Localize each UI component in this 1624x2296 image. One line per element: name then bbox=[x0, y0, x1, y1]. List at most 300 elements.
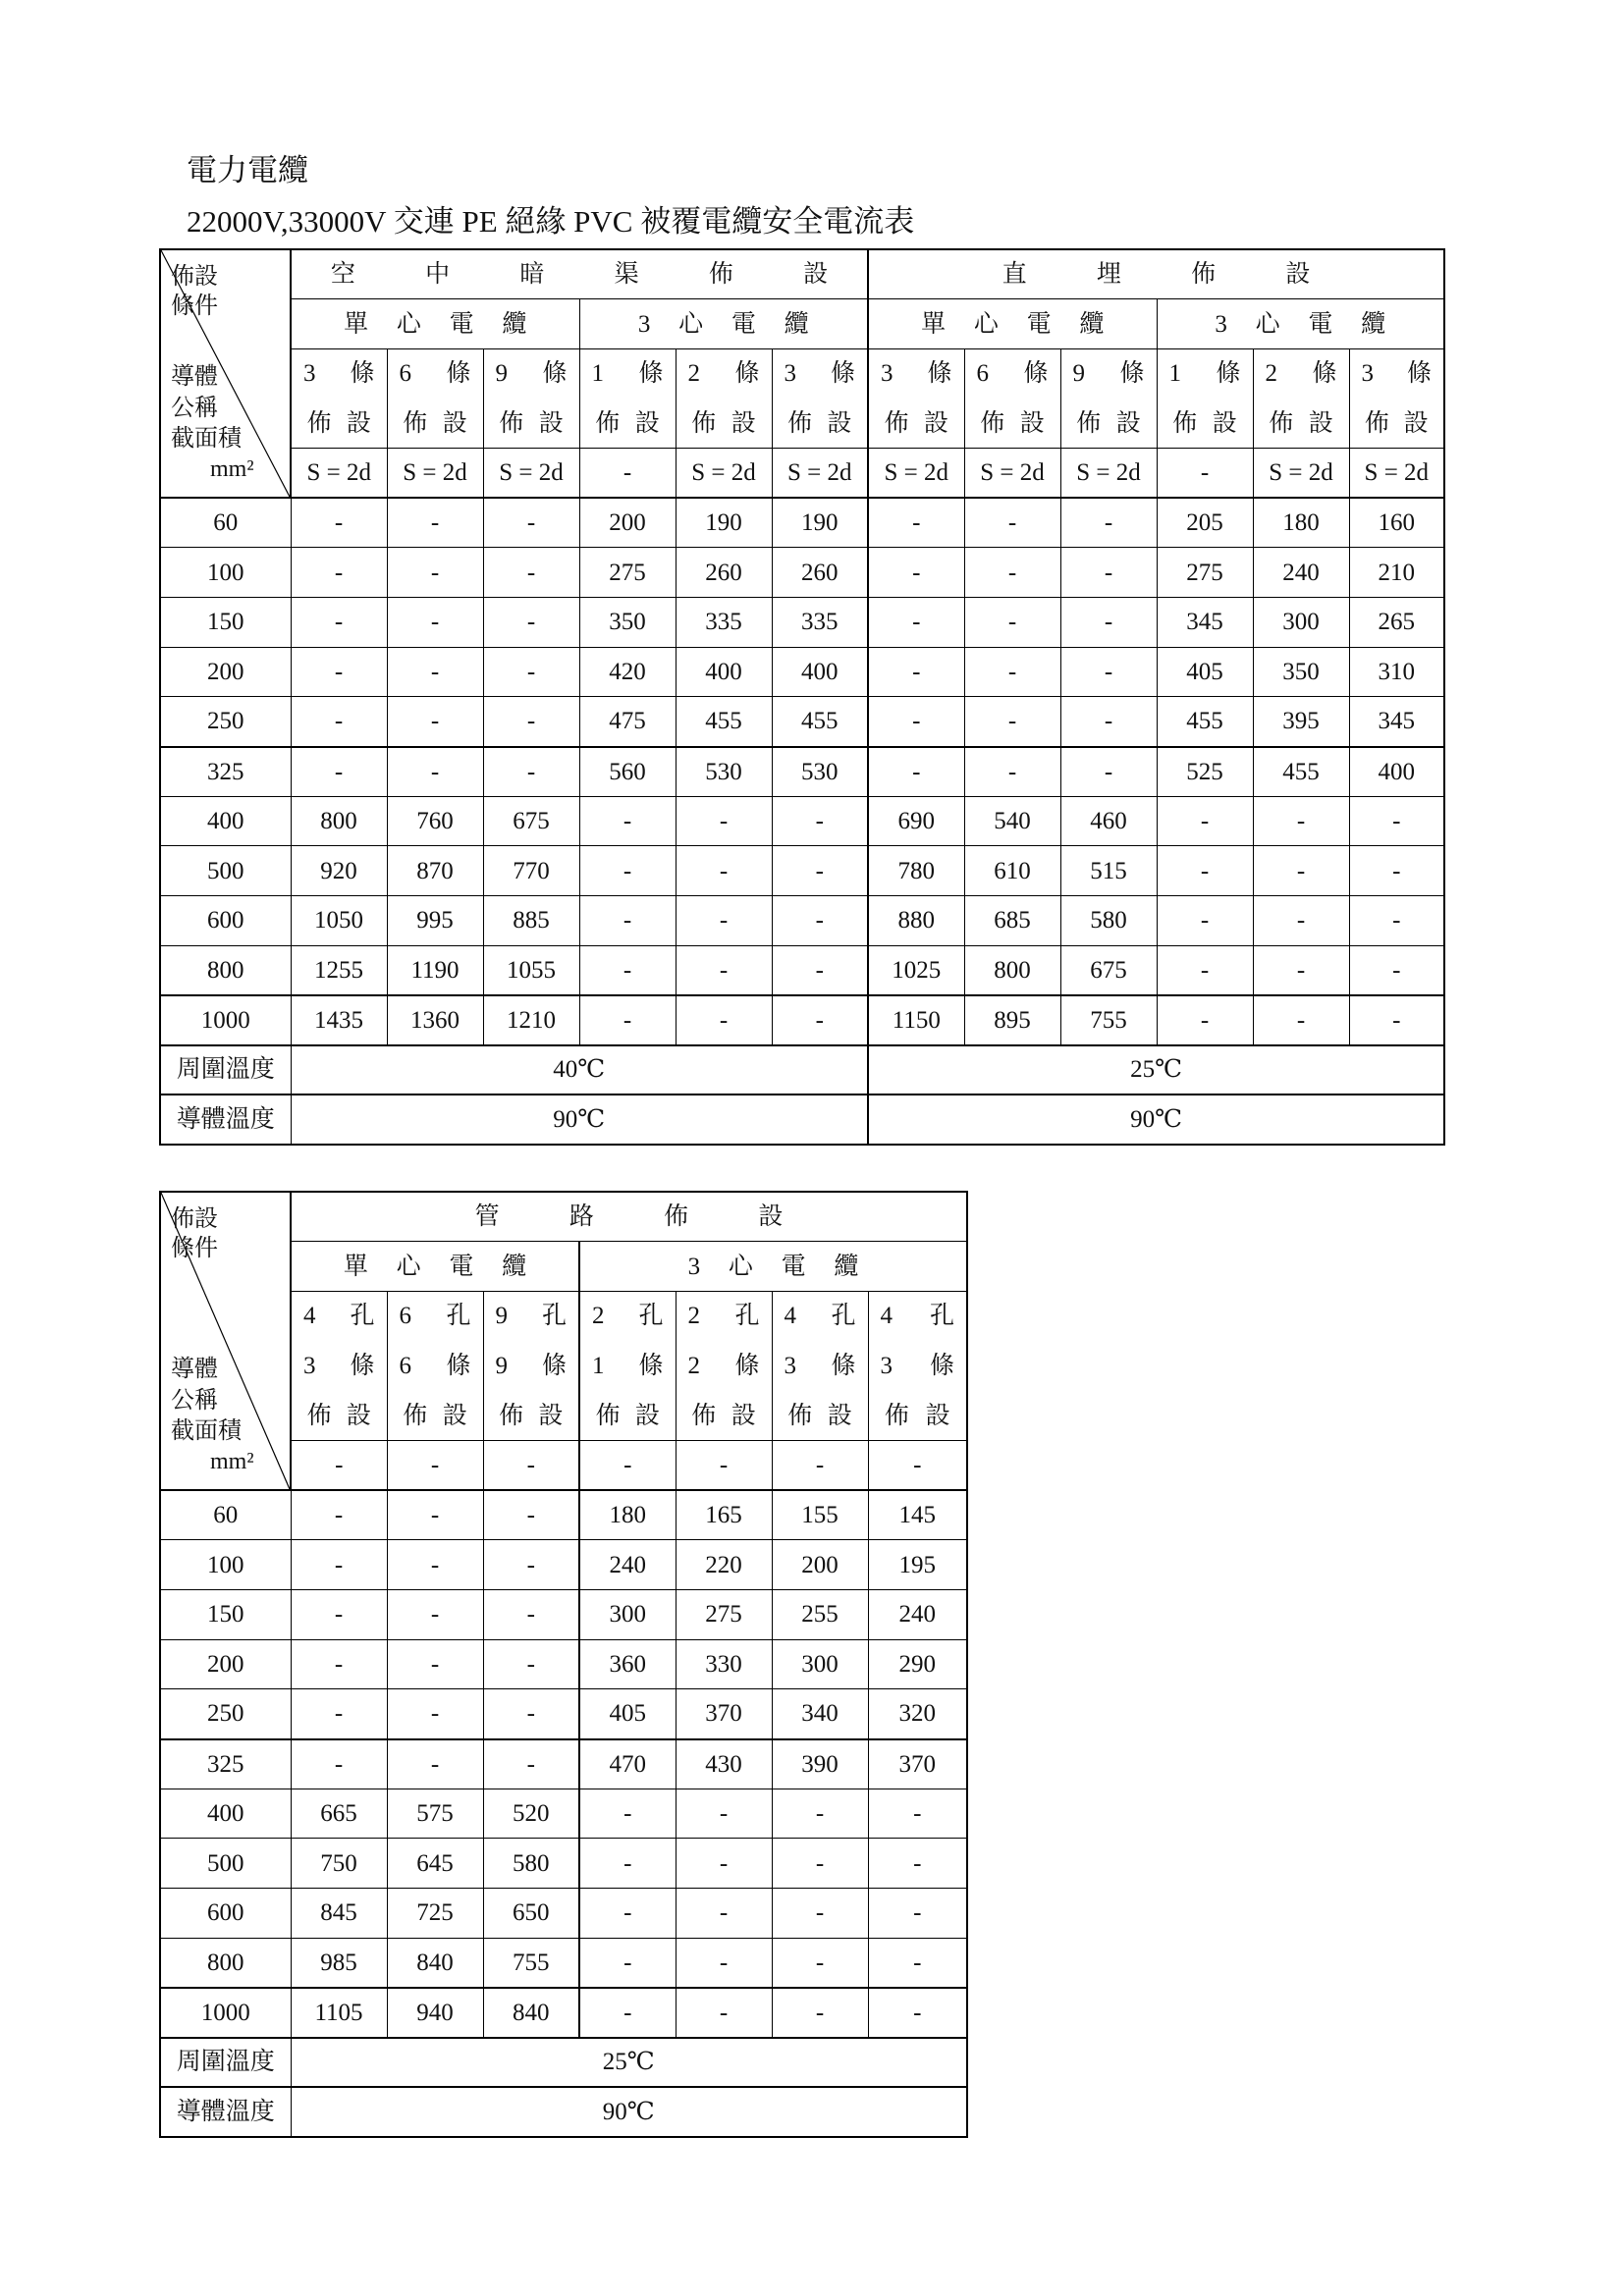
kong-label: 孔 bbox=[541, 1302, 567, 1329]
header-row-cable-type bbox=[160, 299, 1444, 349]
ampacity-value: 665 bbox=[291, 1789, 387, 1839]
hole-count-line bbox=[677, 1304, 772, 1328]
ampacity-value: 525 bbox=[1157, 747, 1253, 797]
ampacity-value: - bbox=[387, 498, 483, 548]
ampacity-value: 455 bbox=[1157, 697, 1253, 747]
spaced-char: 佈 bbox=[884, 409, 909, 437]
cable-count: 3 bbox=[784, 1352, 796, 1379]
ambient-temp-label: 周圍溫度 bbox=[160, 1045, 291, 1095]
bushe-line bbox=[388, 411, 483, 436]
cable-count-header bbox=[964, 348, 1060, 448]
ampacity-value: 1210 bbox=[483, 995, 579, 1045]
ampacity-value: - bbox=[483, 1490, 579, 1540]
ampacity-value: 755 bbox=[1060, 995, 1157, 1045]
cable-type-header bbox=[1157, 299, 1444, 349]
tiao-label: 條 bbox=[542, 359, 568, 387]
tiao-label: 條 bbox=[446, 1352, 471, 1379]
ampacity-value: 275 bbox=[1157, 548, 1253, 598]
table-row bbox=[160, 1988, 967, 2038]
spaced-char: 設 bbox=[442, 409, 467, 437]
conductor-size: 600 bbox=[160, 896, 291, 946]
table-row bbox=[160, 1889, 967, 1939]
spacing-cell: - bbox=[483, 1440, 579, 1490]
spaced-char: 設 bbox=[925, 1402, 950, 1429]
ampacity-value: 515 bbox=[1060, 846, 1157, 896]
ampacity-value: 190 bbox=[772, 498, 868, 548]
cable-count: 3 bbox=[303, 1352, 316, 1379]
ampacity-value: 1190 bbox=[387, 945, 483, 995]
cable-count-header bbox=[772, 348, 868, 448]
ampacity-value: - bbox=[1060, 697, 1157, 747]
cable-count: 3 bbox=[881, 359, 893, 387]
hole-count: 4 bbox=[303, 1302, 316, 1329]
conductor-size: 60 bbox=[160, 498, 291, 548]
ampacity-value: 310 bbox=[1349, 647, 1444, 697]
bushe-line bbox=[1061, 411, 1157, 436]
ampacity-value: 885 bbox=[483, 896, 579, 946]
ampacity-value: - bbox=[868, 1938, 967, 1988]
cable-type-text: 3 心 電 纜 bbox=[637, 310, 809, 338]
ampacity-value: 920 bbox=[291, 846, 387, 896]
ampacity-value: 845 bbox=[291, 1889, 387, 1939]
bushe-line bbox=[869, 1404, 967, 1428]
ampacity-value: 800 bbox=[964, 945, 1060, 995]
conduit-config-header bbox=[676, 1291, 772, 1440]
ampacity-value: - bbox=[676, 896, 772, 946]
ampacity-value: - bbox=[964, 548, 1060, 598]
ampacity-value: - bbox=[1253, 945, 1349, 995]
ambient-temp-row bbox=[160, 2038, 967, 2088]
conductor-temp-label: 導體溫度 bbox=[160, 1095, 291, 1145]
ampacity-value: 520 bbox=[483, 1789, 579, 1839]
tiao-label: 條 bbox=[446, 359, 471, 387]
ampacity-value: - bbox=[676, 1789, 772, 1839]
conductor-size: 800 bbox=[160, 1938, 291, 1988]
ampacity-value: - bbox=[676, 846, 772, 896]
ampacity-value: 275 bbox=[579, 548, 676, 598]
spacing-cell: S = 2d bbox=[387, 448, 483, 498]
ampacity-value: - bbox=[772, 1839, 868, 1889]
spaced-char: 佈 bbox=[595, 409, 621, 437]
table-row bbox=[160, 896, 1444, 946]
ampacity-value: - bbox=[291, 498, 387, 548]
tiao-label: 條 bbox=[541, 1352, 567, 1379]
cable-count-header bbox=[579, 348, 676, 448]
spacing-cell: - bbox=[1157, 448, 1253, 498]
ampacity-value: 580 bbox=[1060, 896, 1157, 946]
ampacity-value: 1360 bbox=[387, 995, 483, 1045]
ampacity-value: - bbox=[772, 1988, 868, 2038]
ampacity-value: 350 bbox=[1253, 647, 1349, 697]
tiao-label: 條 bbox=[1312, 359, 1337, 387]
tiao-label: 條 bbox=[350, 359, 375, 387]
ampacity-value: - bbox=[483, 1639, 579, 1689]
header-row-groups bbox=[160, 249, 1444, 299]
hole-count-line bbox=[869, 1304, 967, 1328]
ampacity-value: 300 bbox=[772, 1639, 868, 1689]
ampacity-value: - bbox=[291, 1589, 387, 1639]
spaced-char: 設 bbox=[827, 409, 852, 437]
group-header bbox=[868, 249, 1444, 299]
page-subtitle: 22000V,33000V 交連 PE 絕緣 PVC 被覆電纜安全電流表 bbox=[187, 204, 915, 239]
hole-count: 2 bbox=[592, 1302, 605, 1329]
hole-count-line bbox=[484, 1304, 579, 1328]
ampacity-value: - bbox=[579, 1839, 676, 1889]
cable-count: 2 bbox=[1265, 359, 1278, 387]
hole-count: 4 bbox=[880, 1302, 893, 1329]
spaced-char: 佈 bbox=[787, 409, 813, 437]
ampacity-value: - bbox=[868, 1988, 967, 2038]
ampacity-value: - bbox=[387, 1639, 483, 1689]
ampacity-value: - bbox=[676, 796, 772, 846]
ampacity-value: - bbox=[868, 647, 964, 697]
spacing-cell: - bbox=[772, 1440, 868, 1490]
ampacity-value: 300 bbox=[1253, 597, 1349, 647]
ampacity-value: 145 bbox=[868, 1490, 967, 1540]
conductor-size: 1000 bbox=[160, 1988, 291, 2038]
ampacity-value: 770 bbox=[483, 846, 579, 896]
ampacity-value: - bbox=[291, 548, 387, 598]
bushe-line bbox=[1254, 411, 1349, 436]
ampacity-value: 200 bbox=[579, 498, 676, 548]
ampacity-value: 220 bbox=[676, 1540, 772, 1590]
header-row-counts bbox=[160, 348, 1444, 448]
spacing-cell: S = 2d bbox=[964, 448, 1060, 498]
cable-count-line bbox=[677, 1354, 772, 1378]
ampacity-value: 335 bbox=[676, 597, 772, 647]
ampacity-value: - bbox=[1253, 846, 1349, 896]
ampacity-value: - bbox=[1253, 896, 1349, 946]
ampacity-value: 995 bbox=[387, 896, 483, 946]
bushe-line bbox=[677, 1404, 772, 1428]
ampacity-value: - bbox=[676, 1938, 772, 1988]
ampacity-table-conduit bbox=[159, 1191, 968, 2138]
cable-type-header bbox=[291, 1242, 579, 1292]
cross-section-label bbox=[171, 1355, 254, 1477]
spaced-char: 設 bbox=[1403, 409, 1429, 437]
ampacity-value: 725 bbox=[387, 1889, 483, 1939]
conductor-size: 600 bbox=[160, 1889, 291, 1939]
spaced-char: 設 bbox=[346, 409, 371, 437]
ampacity-value: 530 bbox=[772, 747, 868, 797]
ampacity-value: 240 bbox=[1253, 548, 1349, 598]
tiao-label: 條 bbox=[350, 1352, 375, 1379]
cable-count: 1 bbox=[592, 1352, 605, 1379]
cross-section-label bbox=[171, 362, 254, 485]
conductor-temp-value: 90℃ bbox=[868, 1095, 1444, 1145]
ampacity-value: - bbox=[291, 697, 387, 747]
ampacity-value: - bbox=[1157, 945, 1253, 995]
ambient-temp-label: 周圍溫度 bbox=[160, 2038, 291, 2088]
cross-section-text: 截面積 bbox=[171, 425, 242, 452]
ampacity-value: 405 bbox=[579, 1689, 676, 1739]
ampacity-value: - bbox=[387, 597, 483, 647]
bushe-line bbox=[484, 1404, 579, 1428]
page-title: 電力電纜 bbox=[187, 153, 308, 187]
bushe-line bbox=[484, 411, 579, 436]
table-row bbox=[160, 597, 1444, 647]
table-row bbox=[160, 548, 1444, 598]
ampacity-value: 370 bbox=[868, 1739, 967, 1789]
cable-count-header bbox=[1349, 348, 1444, 448]
ampacity-value: - bbox=[387, 548, 483, 598]
cable-count: 3 bbox=[303, 359, 316, 387]
ampacity-value: 260 bbox=[676, 548, 772, 598]
ampacity-value: - bbox=[676, 995, 772, 1045]
cable-count: 2 bbox=[687, 1352, 700, 1379]
conductor-temp-label: 導體溫度 bbox=[160, 2087, 291, 2137]
group-header-text: 空 中 暗 渠 佈 設 bbox=[330, 261, 829, 289]
ampacity-value: - bbox=[1349, 995, 1444, 1045]
spaced-char: 設 bbox=[346, 1402, 371, 1429]
ampacity-value: 455 bbox=[772, 697, 868, 747]
ampacity-value: 755 bbox=[483, 1938, 579, 1988]
spaced-char: 設 bbox=[538, 409, 564, 437]
ampacity-value: - bbox=[868, 548, 964, 598]
tiao-label: 條 bbox=[929, 1352, 954, 1379]
ampacity-value: - bbox=[291, 1490, 387, 1540]
ampacity-value: - bbox=[868, 747, 964, 797]
conductor-size: 325 bbox=[160, 1739, 291, 1789]
group-header-text: 直 埋 佈 設 bbox=[1001, 261, 1311, 289]
conductor-size: 150 bbox=[160, 1589, 291, 1639]
cable-count-line bbox=[1254, 361, 1349, 386]
cable-count-line bbox=[388, 1354, 483, 1378]
cable-type-text: 單 心 電 纜 bbox=[921, 310, 1105, 338]
ampacity-value: 400 bbox=[772, 647, 868, 697]
spacing-cell: S = 2d bbox=[483, 448, 579, 498]
cable-count: 9 bbox=[495, 1352, 508, 1379]
ampacity-value: - bbox=[1060, 548, 1157, 598]
ampacity-value: - bbox=[1060, 747, 1157, 797]
cable-count: 2 bbox=[687, 359, 700, 387]
ampacity-value: 645 bbox=[387, 1839, 483, 1889]
ampacity-value: - bbox=[387, 647, 483, 697]
ampacity-value: - bbox=[291, 1689, 387, 1739]
cable-count-line bbox=[773, 1354, 868, 1378]
conduit-config-header bbox=[579, 1291, 676, 1440]
ampacity-value: - bbox=[772, 1938, 868, 1988]
cable-count-line bbox=[580, 1354, 676, 1378]
ampacity-value: - bbox=[772, 846, 868, 896]
condition-text: 條件 bbox=[171, 1236, 218, 1261]
cable-count-line bbox=[292, 361, 387, 386]
ampacity-value: - bbox=[1060, 498, 1157, 548]
ampacity-value: 155 bbox=[772, 1490, 868, 1540]
cable-type-header bbox=[291, 299, 579, 349]
ampacity-value: - bbox=[1157, 896, 1253, 946]
layout-condition-label bbox=[171, 1204, 218, 1263]
ampacity-value: - bbox=[676, 1988, 772, 2038]
ampacity-value: 405 bbox=[1157, 647, 1253, 697]
table-row bbox=[160, 1589, 967, 1639]
ampacity-value: - bbox=[1349, 896, 1444, 946]
ampacity-value: - bbox=[387, 1739, 483, 1789]
cable-type-header bbox=[868, 299, 1157, 349]
ampacity-value: - bbox=[772, 1789, 868, 1839]
conductor-temp-value: 90℃ bbox=[291, 2087, 967, 2137]
ampacity-value: - bbox=[676, 1839, 772, 1889]
cable-count-line bbox=[484, 361, 579, 386]
ampacity-value: - bbox=[483, 747, 579, 797]
spacing-cell: S = 2d bbox=[1349, 448, 1444, 498]
cable-count-line bbox=[1350, 361, 1444, 386]
ampacity-value: 335 bbox=[772, 597, 868, 647]
hole-count-line bbox=[292, 1304, 387, 1328]
ambient-temp-value: 25℃ bbox=[291, 2038, 967, 2088]
ampacity-value: 1435 bbox=[291, 995, 387, 1045]
table-row bbox=[160, 945, 1444, 995]
ampacity-value: - bbox=[868, 1789, 967, 1839]
ampacity-value: 195 bbox=[868, 1540, 967, 1590]
conductor-size: 325 bbox=[160, 747, 291, 797]
ampacity-value: - bbox=[964, 747, 1060, 797]
spaced-char: 佈 bbox=[499, 1402, 524, 1429]
ambient-temp-value: 25℃ bbox=[868, 1045, 1444, 1095]
conductor-size: 500 bbox=[160, 846, 291, 896]
cable-count: 9 bbox=[495, 359, 508, 387]
cable-count-line bbox=[580, 361, 676, 386]
spacing-cell: S = 2d bbox=[1060, 448, 1157, 498]
ampacity-value: 650 bbox=[483, 1889, 579, 1939]
spaced-char: 佈 bbox=[787, 1402, 813, 1429]
conductor-size: 60 bbox=[160, 1490, 291, 1540]
table-row bbox=[160, 846, 1444, 896]
cable-count: 1 bbox=[591, 359, 604, 387]
ampacity-value: 290 bbox=[868, 1639, 967, 1689]
bushe-line bbox=[773, 1404, 868, 1428]
ampacity-value: - bbox=[676, 1889, 772, 1939]
cable-count-line bbox=[965, 361, 1060, 386]
bushe-line bbox=[292, 1404, 387, 1428]
ampacity-value: - bbox=[964, 647, 1060, 697]
ampacity-value: - bbox=[483, 548, 579, 598]
ampacity-value: 685 bbox=[964, 896, 1060, 946]
table-row bbox=[160, 1839, 967, 1889]
cross-section-text: mm² bbox=[210, 1448, 254, 1474]
cross-section-text: 導體 bbox=[171, 364, 218, 391]
spaced-char: 設 bbox=[634, 409, 660, 437]
table-row bbox=[160, 498, 1444, 548]
ampacity-value: - bbox=[291, 647, 387, 697]
ampacity-value: - bbox=[1157, 995, 1253, 1045]
tiao-label: 條 bbox=[1216, 359, 1241, 387]
ampacity-value: - bbox=[772, 896, 868, 946]
ampacity-value: 180 bbox=[579, 1490, 676, 1540]
ampacity-value: - bbox=[1157, 846, 1253, 896]
ampacity-value: 1105 bbox=[291, 1988, 387, 2038]
ampacity-value: - bbox=[676, 945, 772, 995]
ampacity-value: - bbox=[772, 995, 868, 1045]
spacing-cell: S = 2d bbox=[772, 448, 868, 498]
cable-count-header bbox=[676, 348, 772, 448]
cable-count-header bbox=[387, 348, 483, 448]
ampacity-value: 470 bbox=[579, 1739, 676, 1789]
ampacity-value: 400 bbox=[676, 647, 772, 697]
ampacity-value: - bbox=[291, 1540, 387, 1590]
ampacity-value: 800 bbox=[291, 796, 387, 846]
ampacity-value: 200 bbox=[772, 1540, 868, 1590]
hole-count-line bbox=[580, 1304, 676, 1328]
cable-count: 6 bbox=[976, 359, 990, 387]
conductor-temp-value: 90℃ bbox=[291, 1095, 868, 1145]
cable-type-text: 單 心 電 纜 bbox=[343, 1253, 527, 1280]
header-row-groups bbox=[160, 1192, 967, 1242]
spaced-char: 佈 bbox=[1269, 409, 1294, 437]
ampacity-value: 1150 bbox=[868, 995, 964, 1045]
spaced-char: 佈 bbox=[403, 1402, 428, 1429]
kong-label: 孔 bbox=[638, 1302, 664, 1329]
table-row bbox=[160, 697, 1444, 747]
ampacity-value: - bbox=[291, 747, 387, 797]
ampacity-value: - bbox=[964, 697, 1060, 747]
cross-section-text: mm² bbox=[210, 455, 254, 482]
header-row-spacing bbox=[160, 448, 1444, 498]
ampacity-value: - bbox=[964, 498, 1060, 548]
ampacity-value: 260 bbox=[772, 548, 868, 598]
ampacity-value: - bbox=[579, 1988, 676, 2038]
ampacity-value: - bbox=[387, 747, 483, 797]
ampacity-value: 580 bbox=[483, 1839, 579, 1889]
conductor-size: 800 bbox=[160, 945, 291, 995]
bushe-line bbox=[965, 411, 1060, 436]
spaced-char: 佈 bbox=[691, 1402, 717, 1429]
kong-label: 孔 bbox=[929, 1302, 954, 1329]
ampacity-value: - bbox=[483, 597, 579, 647]
conductor-temp-row bbox=[160, 2087, 967, 2137]
ampacity-value: 610 bbox=[964, 846, 1060, 896]
ampacity-value: 430 bbox=[676, 1739, 772, 1789]
ampacity-value: - bbox=[964, 597, 1060, 647]
ampacity-value: 395 bbox=[1253, 697, 1349, 747]
table-row bbox=[160, 1540, 967, 1590]
cable-count-header bbox=[483, 348, 579, 448]
conduit-config-header bbox=[772, 1291, 868, 1440]
ampacity-value: - bbox=[483, 1540, 579, 1590]
cross-section-text: 導體 bbox=[171, 1357, 218, 1383]
spaced-char: 佈 bbox=[499, 409, 524, 437]
ampacity-value: 300 bbox=[579, 1589, 676, 1639]
ampacity-value: 750 bbox=[291, 1839, 387, 1889]
ambient-temp-value: 40℃ bbox=[291, 1045, 868, 1095]
ampacity-value: 760 bbox=[387, 796, 483, 846]
ampacity-value: - bbox=[1060, 647, 1157, 697]
tiao-label: 條 bbox=[1119, 359, 1145, 387]
ampacity-value: - bbox=[1349, 796, 1444, 846]
spaced-char: 設 bbox=[923, 409, 948, 437]
ampacity-value: - bbox=[579, 796, 676, 846]
ampacity-value: - bbox=[868, 1839, 967, 1889]
conductor-size: 1000 bbox=[160, 995, 291, 1045]
ampacity-value: - bbox=[579, 896, 676, 946]
ampacity-value: 340 bbox=[772, 1689, 868, 1739]
cable-count-line bbox=[773, 361, 868, 386]
table-row bbox=[160, 1689, 967, 1739]
conduit-config-header bbox=[868, 1291, 967, 1440]
cable-count-line bbox=[388, 361, 483, 386]
spaced-char: 設 bbox=[442, 1402, 467, 1429]
ampacity-value: - bbox=[291, 1739, 387, 1789]
ampacity-value: 455 bbox=[676, 697, 772, 747]
hole-count-line bbox=[773, 1304, 868, 1328]
cable-count: 9 bbox=[1072, 359, 1086, 387]
ampacity-value: 205 bbox=[1157, 498, 1253, 548]
bushe-line bbox=[580, 411, 676, 436]
conductor-size: 250 bbox=[160, 1689, 291, 1739]
bushe-line bbox=[1158, 411, 1253, 436]
table-row bbox=[160, 1938, 967, 1988]
ampacity-value: 895 bbox=[964, 995, 1060, 1045]
